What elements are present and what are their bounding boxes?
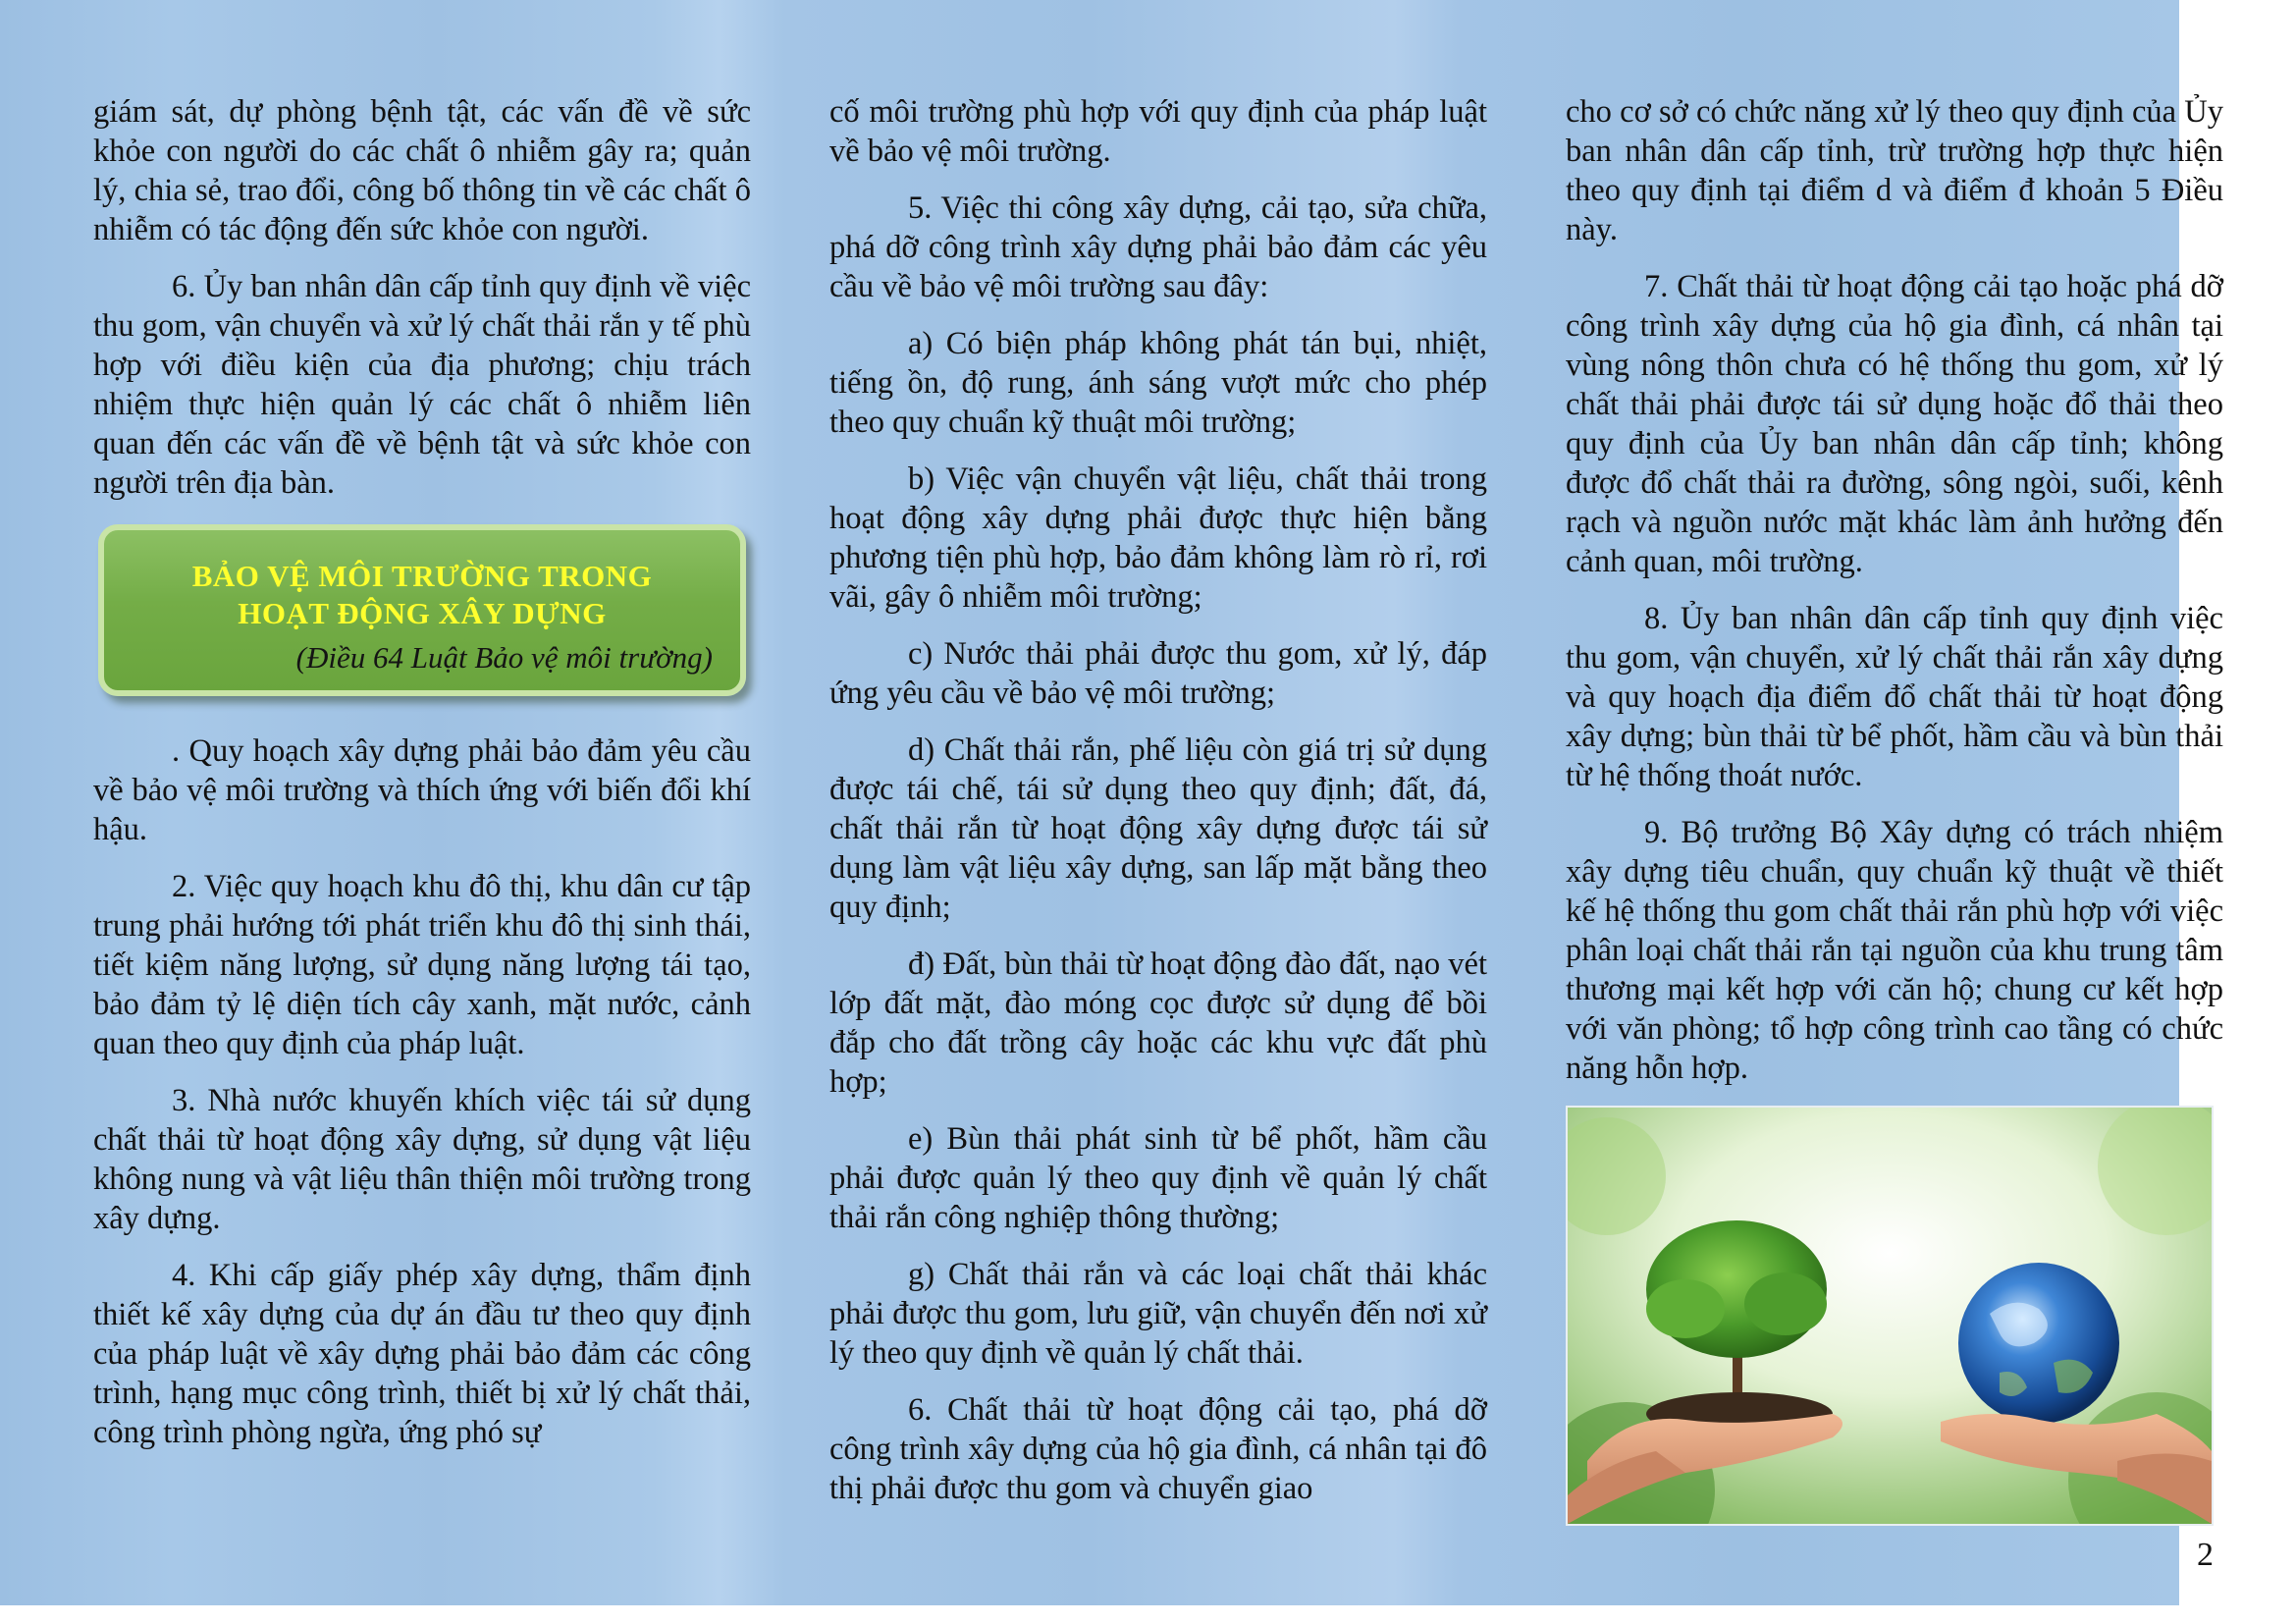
column-2 xyxy=(829,92,1487,1526)
paragraph: đ) Đất, bùn thải từ hoạt động đào đất, nạo vét lớp đất mặt, đào móng cọc được sử dụng để bồi đắp cho đất trồng cây hoặc các khu vực đất phù hợp; xyxy=(829,947,1487,1100)
column-1 xyxy=(93,92,751,1470)
paragraph: 9. Bộ trưởng Bộ Xây dựng có trách nhiệm xây dựng tiêu chuẩn, quy chuẩn kỹ thuật về thiết kế hệ thống thu gom chất thải rắn phù hợp với việc phân loại chất thải rắn tại nguồn của khu trung tâm thương mại kết hợp với căn hộ; chung cư kết hợp với văn phòng; tổ hợp công trình cao tầng có chức năng hỗn hợp. xyxy=(1566,815,2223,1086)
paragraph: b) Việc vận chuyển vật liệu, chất thải trong hoạt động xây dựng phải được thực hiện bằng phương tiện phù hợp, bảo đảm không làm rò rỉ, rơi vãi, gây ô nhiễm môi trường; xyxy=(829,461,1487,615)
paragraph: 7. Chất thải từ hoạt động cải tạo hoặc phá dỡ công trình xây dựng của hộ gia đình, cá nhân tại vùng nông thôn chưa có hệ thống thu gom, xử lý chất thải phải được tái sử dụng hoặc đổ thải theo quy định của Ủy ban nhân dân cấp tỉnh; không được đổ chất thải ra đường, sông ngòi, suối, kênh rạch và nguồn nước mặt khác làm ảnh hưởng đến cảnh quan, môi trường. xyxy=(1566,269,2223,579)
paragraph: . Quy hoạch xây dựng phải bảo đảm yêu cầu về bảo vệ môi trường và thích ứng với biến đổi khí hậu. xyxy=(93,733,751,847)
paragraph: 2. Việc quy hoạch khu đô thị, khu dân cư tập trung phải hướng tới phát triển khu đô thị sinh thái, tiết kiệm năng lượng, sử dụng năng lượng tái tạo, bảo đảm tỷ lệ diện tích cây xanh, mặt nước, cảnh quan theo quy định của pháp luật. xyxy=(93,869,751,1061)
paragraph: 6. Ủy ban nhân dân cấp tỉnh quy định về việc thu gom, vận chuyển và xử lý chất thải rắn y tế phù hợp với điều kiện của địa phương; chịu trách nhiệm thực hiện quản lý các chất ô nhiễm liên quan đến các vấn đề về bệnh tật và sức khỏe con người trên địa bàn. xyxy=(93,269,751,501)
banner-title-line-2: HOẠT ĐỘNG XÂY DỰNG xyxy=(238,596,607,630)
paragraph: 5. Việc thi công xây dựng, cải tạo, sửa chữa, phá dỡ công trình xây dựng phải bảo đảm các yêu cầu về bảo vệ môi trường sau đây: xyxy=(829,190,1487,304)
paragraph: g) Chất thải rắn và các loại chất thải khác phải được thu gom, lưu giữ, vận chuyển đến nơi xử lý theo quy định về quản lý chất thải. xyxy=(829,1257,1487,1371)
column-3 xyxy=(1566,92,2223,1106)
paragraph: d) Chất thải rắn, phế liệu còn giá trị sử dụng được tái chế, tái sử dụng theo quy định; đất, đá, chất thải rắn từ hoạt động xây dựng được tái sử dụng làm vật liệu xây dựng, san lấp mặt bằng theo quy định; xyxy=(829,732,1487,925)
page-number: 2 xyxy=(2197,1537,2214,1573)
banner-title xyxy=(104,530,740,632)
section-banner xyxy=(98,524,746,696)
paragraph: 3. Nhà nước khuyến khích việc tái sử dụng chất thải từ hoạt động xây dựng, sử dụng vật liệu không nung và vật liệu thân thiện môi trường trong xây dựng. xyxy=(93,1083,751,1236)
paragraph: cố môi trường phù hợp với quy định của pháp luật về bảo vệ môi trường. xyxy=(829,94,1487,169)
paragraph: cho cơ sở có chức năng xử lý theo quy định của Ủy ban nhân dân cấp tỉnh, trừ trường hợp thực hiện theo quy định tại điểm d và điểm đ khoản 5 Điều này. xyxy=(1566,94,2223,247)
banner-subtitle: (Điều 64 Luật Bảo vệ môi trường) xyxy=(295,640,713,675)
paragraph: giám sát, dự phòng bệnh tật, các vấn đề về sức khỏe con người do các chất ô nhiễm gây ra; quản lý, chia sẻ, trao đổi, công bố thông tin về các chất ô nhiễm có tác động đến sức khỏe con người. xyxy=(93,94,751,247)
banner-title-line-1: BẢO VỆ MÔI TRƯỜNG TRONG xyxy=(191,559,653,593)
paragraph: e) Bùn thải phát sinh từ bể phốt, hầm cầu phải được quản lý theo quy định về quản lý chất thải rắn công nghiệp thông thường; xyxy=(829,1121,1487,1235)
paragraph: c) Nước thải phải được thu gom, xử lý, đáp ứng yêu cầu về bảo vệ môi trường; xyxy=(829,636,1487,711)
paragraph: 8. Ủy ban nhân dân cấp tỉnh quy định việc thu gom, vận chuyển, xử lý chất thải rắn xây dựng và quy hoạch địa điểm đổ chất thải từ hoạt động xây dựng; bùn thải từ bể phốt, hầm cầu và bùn thải từ hệ thống thoát nước. xyxy=(1566,601,2223,793)
paragraph: 4. Khi cấp giấy phép xây dựng, thẩm định thiết kế xây dựng của dự án đầu tư theo quy định của pháp luật về xây dựng phải bảo đảm các công trình, hạng mục công trình, thiết bị xử lý chất thải, công trình phòng ngừa, ứng phó sự xyxy=(93,1258,751,1450)
paragraph: 6. Chất thải từ hoạt động cải tạo, phá dỡ công trình xây dựng của hộ gia đình, cá nhân tại đô thị phải được thu gom và chuyển giao xyxy=(829,1392,1487,1506)
hands-tree-globe-image xyxy=(1566,1106,2214,1526)
paragraph: a) Có biện pháp không phát tán bụi, nhiệt, tiếng ồn, độ rung, ánh sáng vượt mức cho phép theo quy chuẩn kỹ thuật môi trường; xyxy=(829,326,1487,440)
